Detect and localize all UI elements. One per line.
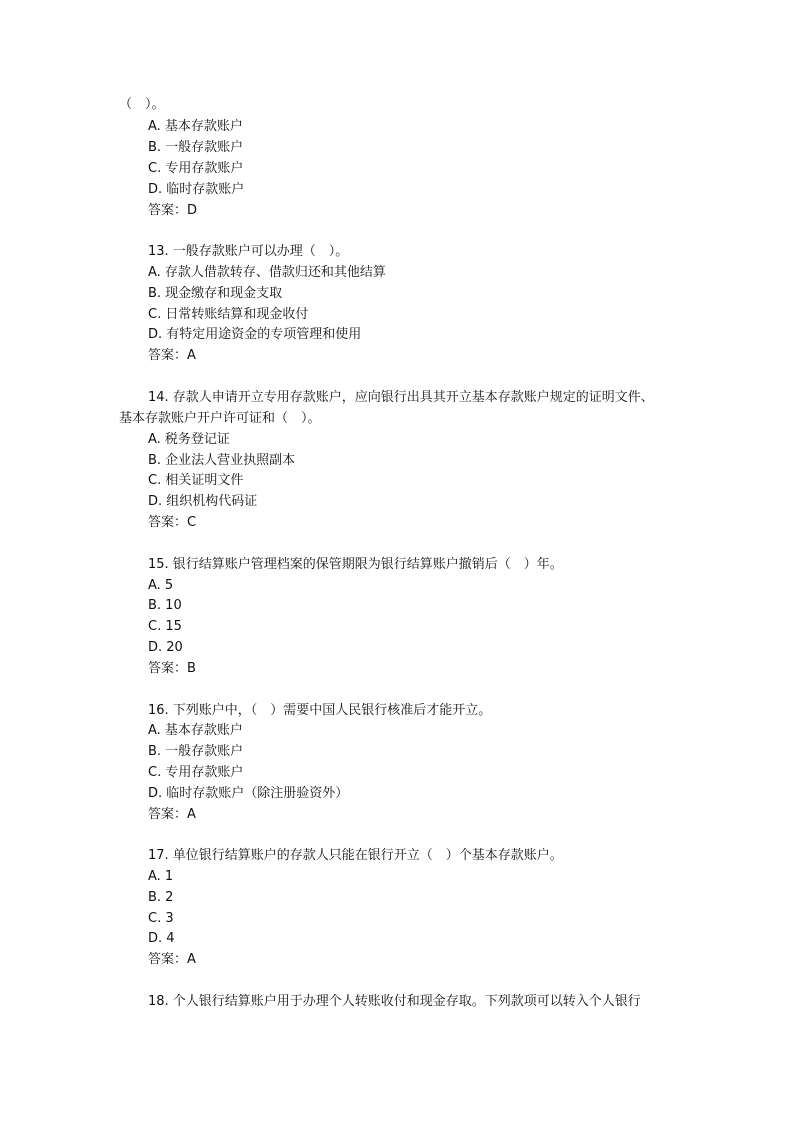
q12-option-b: B. 一般存款账户 bbox=[148, 140, 244, 155]
q15-stem: 15. 银行结算账户管理档案的保管期限为银行结算账户撤销后（ ）年。 bbox=[148, 557, 563, 572]
q15-option-a: A. 5 bbox=[148, 578, 174, 593]
q12-option-d: D. 临时存款账户 bbox=[148, 182, 245, 197]
q18-stem: 18. 个人银行结算账户用于办理个人转账收付和现金存取。下列款项可以转入个人银行 bbox=[148, 994, 641, 1009]
q15-answer: 答案：B bbox=[148, 661, 196, 676]
q15-option-b: B. 10 bbox=[148, 598, 182, 613]
q14-option-a: A. 税务登记证 bbox=[148, 432, 230, 447]
q14-option-d: D. 组织机构代码证 bbox=[148, 494, 258, 509]
q14-option-c: C. 相关证明文件 bbox=[148, 473, 244, 488]
q12-option-a: A. 基本存款账户 bbox=[148, 119, 243, 134]
q17-option-c: C. 3 bbox=[148, 911, 174, 926]
q17-answer: 答案：A bbox=[148, 952, 196, 967]
q14-option-b: B. 企业法人营业执照副本 bbox=[148, 453, 296, 468]
q14-stem-line1: 14. 存款人申请开立专用存款账户，应向银行出具其开立基本存款账户规定的证明文件、 bbox=[148, 390, 654, 405]
q16-option-b: B. 一般存款账户 bbox=[148, 744, 244, 759]
q16-stem: 16. 下列账户中，（ ）需要中国人民银行核准后才能开立。 bbox=[148, 703, 492, 718]
q16-answer: 答案：A bbox=[148, 807, 196, 822]
q14-answer: 答案：C bbox=[148, 515, 197, 530]
q17-option-d: D. 4 bbox=[148, 931, 175, 946]
q13-option-c: C. 日常转账结算和现金收付 bbox=[148, 307, 309, 322]
q14-stem-line2: 基本存款账户开户许可证和（ ）。 bbox=[119, 411, 321, 426]
q13-option-a: A. 存款人借款转存、借款归还和其他结算 bbox=[148, 265, 386, 280]
q15-option-d: D. 20 bbox=[148, 640, 183, 655]
q13-option-d: D. 有特定用途资金的专项管理和使用 bbox=[148, 327, 362, 342]
q13-answer: 答案：A bbox=[148, 348, 196, 363]
q13-stem: 13. 一般存款账户可以办理（ ）。 bbox=[148, 244, 349, 259]
q16-option-d: D. 临时存款账户（除注册验资外） bbox=[148, 786, 349, 801]
q12-stem-tail: （ ）。 bbox=[119, 97, 165, 112]
q12-answer: 答案：D bbox=[148, 203, 198, 218]
q17-option-b: B. 2 bbox=[148, 890, 174, 905]
q17-stem: 17. 单位银行结算账户的存款人只能在银行开立（ ）个基本存款账户。 bbox=[148, 848, 563, 863]
q16-option-c: C. 专用存款账户 bbox=[148, 765, 244, 780]
q13-option-b: B. 现金缴存和现金支取 bbox=[148, 286, 283, 301]
q17-option-a: A. 1 bbox=[148, 869, 174, 884]
q16-option-a: A. 基本存款账户 bbox=[148, 723, 243, 738]
q12-option-c: C. 专用存款账户 bbox=[148, 161, 244, 176]
q15-option-c: C. 15 bbox=[148, 619, 182, 634]
